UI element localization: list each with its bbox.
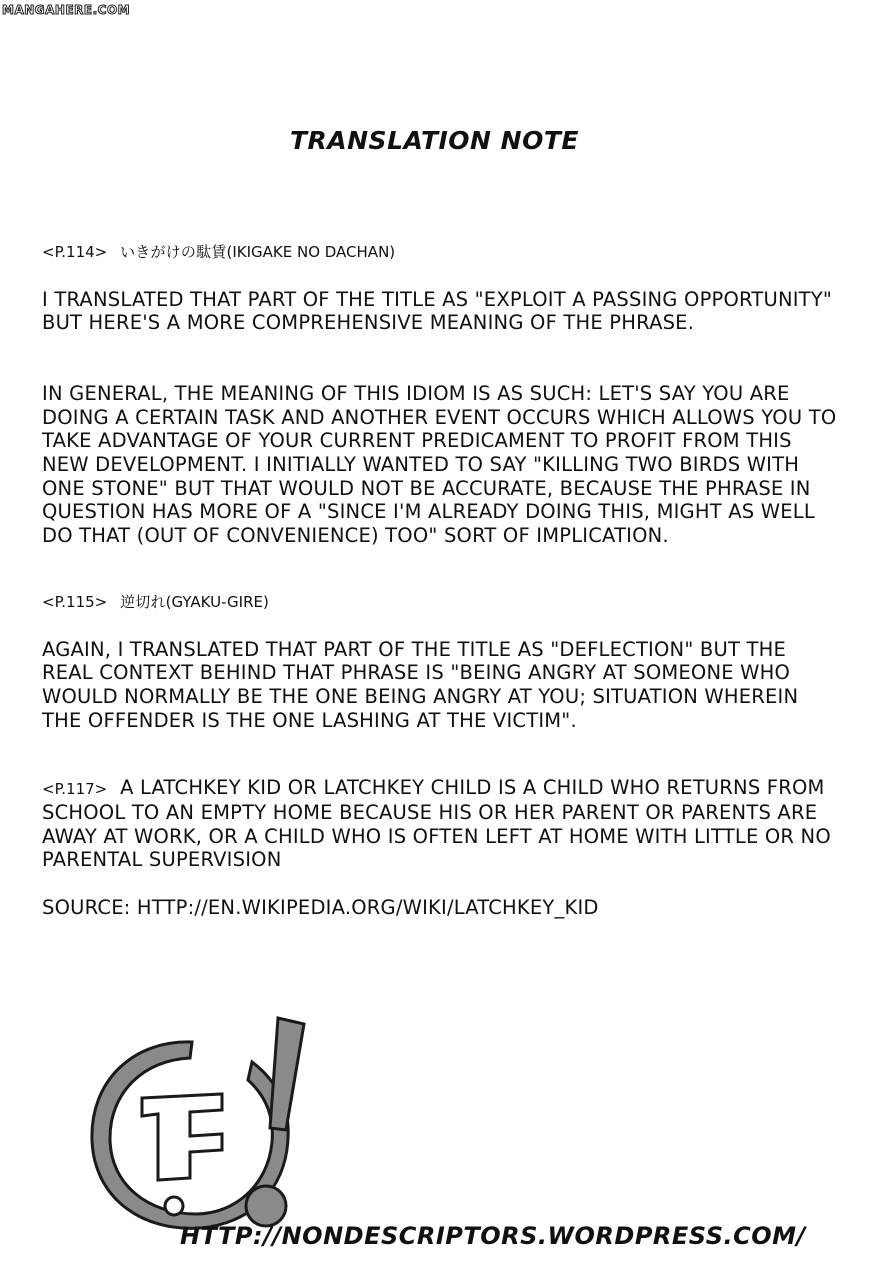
note-source: SOURCE: HTTP://EN.WIKIPEDIA.ORG/WIKI/LATCHKEY_KID <box>42 895 599 919</box>
romanized-term: (GYAKU-GIRE) <box>165 592 269 611</box>
note-text: A LATCHKEY KID OR LATCHKEY CHILD IS A CHILD WHO RETURNS FROM SCHOOL TO AN EMPTY HOME BECAUSE HIS OR HER PARENT OR PARENTS ARE AWAY AT WORK, OR A CHILD WHO IS OFTEN LEFT AT HOME WITH LITTLE OR NO PARENTAL SUPERVISION <box>42 775 831 872</box>
note-heading <box>42 239 842 265</box>
note-paragraph <box>42 776 842 872</box>
footer-url: HTTP://NONDESCRIPTORS.WORDPRESS.COM/ <box>180 1222 806 1250</box>
page-ref: <P.117> <box>42 779 108 798</box>
nondescriptors-logo-icon <box>72 1010 312 1240</box>
note-paragraph: IN GENERAL, THE MEANING OF THIS IDIOM IS AS SUCH: LET'S SAY YOU ARE DOING A CERTAIN TASK AND ANOTHER EVENT OCCURS WHICH ALLOWS YOU TO TAKE ADVANTAGE OF YOUR CURRENT PREDICAMENT TO PROFIT FROM THIS NEW DEVELOPMENT. I INITIALLY WANTED TO SAY "KILLING TWO BIRDS WITH ONE STONE" BUT THAT WOULD NOT BE ACCURATE, BECAUSE THE PHRASE IN QUESTION HAS MORE OF A "SINCE I'M ALREADY DOING THIS, MIGHT AS WELL DO THAT (OUT OF CONVENIENCE) TOO" SORT OF IMPLICATION. <box>42 382 837 547</box>
japanese-term: いきがけの駄賃 <box>120 242 227 261</box>
page-title: TRANSLATION NOTE <box>289 126 579 155</box>
page-ref: <P.115> <box>42 592 108 611</box>
translation-note-p115 <box>42 565 842 756</box>
note-paragraph: AGAIN, I TRANSLATED THAT PART OF THE TITLE AS "DEFLECTION" BUT THE REAL CONTEXT BEHIND THAT PHRASE IS "BEING ANGRY AT SOMEONE WHO WOULD NORMALLY BE THE ONE BEING ANGRY AT YOU; SITUATION WHEREIN THE OFFENDER IS THE ONE LASHING AT THE VICTIM". <box>42 637 799 732</box>
japanese-term: 逆切れ <box>120 592 166 611</box>
translation-note-p114 <box>42 215 842 571</box>
note-paragraph: I TRANSLATED THAT PART OF THE TITLE AS "EXPLOIT A PASSING OPPORTUNITY" BUT HERE'S A MORE COMPREHENSIVE MEANING OF THE PHRASE. <box>42 287 833 335</box>
page-ref: <P.114> <box>42 242 108 261</box>
site-watermark: MANGAHERE.COM <box>2 3 131 17</box>
note-heading <box>42 589 842 615</box>
romanized-term: (IKIGAKE NO DACHAN) <box>226 242 396 261</box>
translation-note-p117 <box>42 752 842 943</box>
